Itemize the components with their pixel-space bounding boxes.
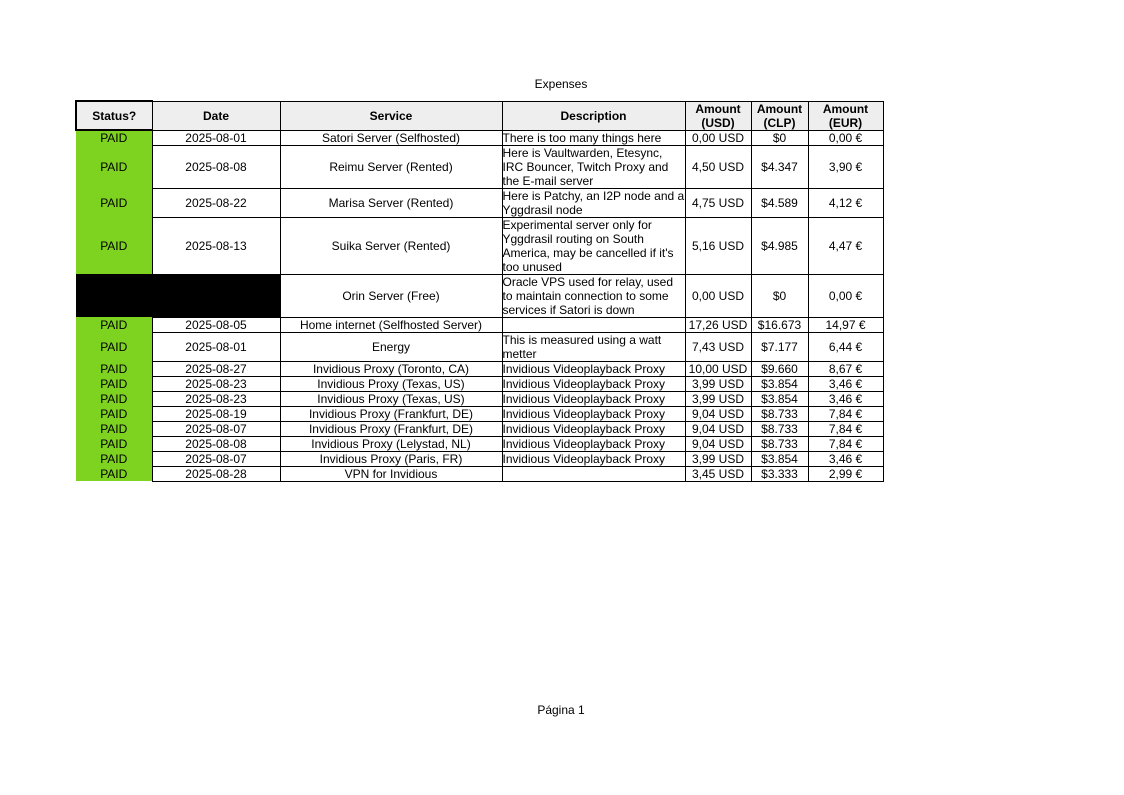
description-cell: This is measured using a watt metter xyxy=(502,332,685,361)
amount-eur-cell: 0,00 € xyxy=(808,130,883,145)
service-cell: Marisa Server (Rented) xyxy=(280,188,502,217)
amount-clp-cell: $16.673 xyxy=(751,317,808,332)
amount-clp-cell: $3.333 xyxy=(751,466,808,481)
service-cell: Invidious Proxy (Lelystad, NL) xyxy=(280,436,502,451)
description-cell: Invidious Videoplayback Proxy xyxy=(502,391,685,406)
status-cell: PAID xyxy=(76,145,152,188)
table-row xyxy=(76,451,883,466)
amount-clp-cell: $0 xyxy=(751,130,808,145)
amount-clp-cell: $4.347 xyxy=(751,145,808,188)
amount-usd-cell: 3,45 USD xyxy=(685,466,751,481)
description-cell: Invidious Videoplayback Proxy xyxy=(502,361,685,376)
service-cell: Home internet (Selfhosted Server) xyxy=(280,317,502,332)
table-row xyxy=(76,466,883,481)
amount-clp-cell: $3.854 xyxy=(751,376,808,391)
amount-eur-cell: 7,84 € xyxy=(808,436,883,451)
service-cell: Satori Server (Selfhosted) xyxy=(280,130,502,145)
table-row xyxy=(76,145,883,188)
description-cell: Oracle VPS used for relay, used to maintain connection to some services if Satori is down xyxy=(502,274,685,317)
status-cell: PAID xyxy=(76,451,152,466)
date-cell: 2025-08-27 xyxy=(152,361,280,376)
date-cell: 2025-08-07 xyxy=(152,421,280,436)
status-cell: PAID xyxy=(76,188,152,217)
description-cell: Invidious Videoplayback Proxy xyxy=(502,421,685,436)
date-cell: 2025-08-01 xyxy=(152,332,280,361)
service-cell: Invidious Proxy (Frankfurt, DE) xyxy=(280,406,502,421)
amount-eur-cell: 3,90 € xyxy=(808,145,883,188)
table-row xyxy=(76,421,883,436)
expenses-table xyxy=(75,100,884,482)
service-cell: Invidious Proxy (Frankfurt, DE) xyxy=(280,421,502,436)
service-cell: Orin Server (Free) xyxy=(280,274,502,317)
description-cell: Experimental server only for Yggdrasil routing on South America, may be cancelled if it's too unused xyxy=(502,217,685,274)
table-row xyxy=(76,130,883,145)
amount-clp-cell: $9.660 xyxy=(751,361,808,376)
description-cell: Here is Patchy, an I2P node and a Yggdrasil node xyxy=(502,188,685,217)
amount-eur-cell: 14,97 € xyxy=(808,317,883,332)
service-cell: VPN for Invidious xyxy=(280,466,502,481)
amount-eur-cell: 2,99 € xyxy=(808,466,883,481)
status-cell: PAID xyxy=(76,391,152,406)
date-cell: 2025-08-08 xyxy=(152,145,280,188)
header-description: Description xyxy=(502,101,685,130)
amount-clp-cell: $4.589 xyxy=(751,188,808,217)
table-row xyxy=(76,317,883,332)
table-row xyxy=(76,406,883,421)
amount-clp-cell: $7.177 xyxy=(751,332,808,361)
header-amount-clp: Amount (CLP) xyxy=(751,101,808,130)
header-amount-eur: Amount (EUR) xyxy=(808,101,883,130)
amount-usd-cell: 4,50 USD xyxy=(685,145,751,188)
amount-eur-cell: 0,00 € xyxy=(808,274,883,317)
amount-usd-cell: 9,04 USD xyxy=(685,436,751,451)
table-row xyxy=(76,217,883,274)
amount-clp-cell: $3.854 xyxy=(751,391,808,406)
table-row xyxy=(76,361,883,376)
table-row xyxy=(76,391,883,406)
description-cell: Invidious Videoplayback Proxy xyxy=(502,436,685,451)
date-cell: 2025-08-23 xyxy=(152,391,280,406)
date-cell xyxy=(152,274,280,317)
header-date: Date xyxy=(152,101,280,130)
date-cell: 2025-08-22 xyxy=(152,188,280,217)
table-row xyxy=(76,274,883,317)
amount-clp-cell: $4.985 xyxy=(751,217,808,274)
table-row xyxy=(76,436,883,451)
amount-usd-cell: 10,00 USD xyxy=(685,361,751,376)
table-row xyxy=(76,376,883,391)
amount-usd-cell: 0,00 USD xyxy=(685,274,751,317)
status-cell: PAID xyxy=(76,406,152,421)
amount-eur-cell: 6,44 € xyxy=(808,332,883,361)
status-cell: PAID xyxy=(76,466,152,481)
amount-clp-cell: $8.733 xyxy=(751,421,808,436)
service-cell: Suika Server (Rented) xyxy=(280,217,502,274)
status-cell: PAID xyxy=(76,376,152,391)
status-cell: PAID xyxy=(76,130,152,145)
service-cell: Invidious Proxy (Toronto, CA) xyxy=(280,361,502,376)
status-cell: PAID xyxy=(76,421,152,436)
header-row xyxy=(76,101,883,130)
service-cell: Invidious Proxy (Texas, US) xyxy=(280,391,502,406)
amount-eur-cell: 4,47 € xyxy=(808,217,883,274)
status-cell xyxy=(76,274,152,317)
service-cell: Reimu Server (Rented) xyxy=(280,145,502,188)
amount-usd-cell: 3,99 USD xyxy=(685,391,751,406)
date-cell: 2025-08-19 xyxy=(152,406,280,421)
amount-usd-cell: 4,75 USD xyxy=(685,188,751,217)
header-status: Status? xyxy=(76,101,152,130)
amount-usd-cell: 0,00 USD xyxy=(685,130,751,145)
description-cell: Invidious Videoplayback Proxy xyxy=(502,451,685,466)
amount-eur-cell: 7,84 € xyxy=(808,421,883,436)
status-cell: PAID xyxy=(76,317,152,332)
service-cell: Invidious Proxy (Paris, FR) xyxy=(280,451,502,466)
description-cell xyxy=(502,466,685,481)
description-cell xyxy=(502,317,685,332)
status-cell: PAID xyxy=(76,361,152,376)
amount-clp-cell: $0 xyxy=(751,274,808,317)
amount-usd-cell: 9,04 USD xyxy=(685,421,751,436)
description-cell: Here is Vaultwarden, Etesync, IRC Bouncer, Twitch Proxy and the E-mail server xyxy=(502,145,685,188)
status-cell: PAID xyxy=(76,332,152,361)
date-cell: 2025-08-07 xyxy=(152,451,280,466)
amount-usd-cell: 17,26 USD xyxy=(685,317,751,332)
page-footer: Página 1 xyxy=(537,703,585,717)
amount-eur-cell: 4,12 € xyxy=(808,188,883,217)
amount-usd-cell: 3,99 USD xyxy=(685,451,751,466)
amount-eur-cell: 8,67 € xyxy=(808,361,883,376)
amount-eur-cell: 3,46 € xyxy=(808,391,883,406)
date-cell: 2025-08-28 xyxy=(152,466,280,481)
header-amount-usd: Amount (USD) xyxy=(685,101,751,130)
date-cell: 2025-08-01 xyxy=(152,130,280,145)
header-service: Service xyxy=(280,101,502,130)
page-title: Expenses xyxy=(534,77,588,91)
description-cell: Invidious Videoplayback Proxy xyxy=(502,376,685,391)
amount-usd-cell: 5,16 USD xyxy=(685,217,751,274)
date-cell: 2025-08-05 xyxy=(152,317,280,332)
amount-usd-cell: 3,99 USD xyxy=(685,376,751,391)
amount-eur-cell: 7,84 € xyxy=(808,406,883,421)
service-cell: Energy xyxy=(280,332,502,361)
date-cell: 2025-08-23 xyxy=(152,376,280,391)
status-cell: PAID xyxy=(76,436,152,451)
amount-usd-cell: 9,04 USD xyxy=(685,406,751,421)
table-row xyxy=(76,188,883,217)
amount-clp-cell: $3.854 xyxy=(751,451,808,466)
description-cell: There is too many things here xyxy=(502,130,685,145)
amount-clp-cell: $8.733 xyxy=(751,406,808,421)
amount-eur-cell: 3,46 € xyxy=(808,376,883,391)
service-cell: Invidious Proxy (Texas, US) xyxy=(280,376,502,391)
amount-eur-cell: 3,46 € xyxy=(808,451,883,466)
date-cell: 2025-08-13 xyxy=(152,217,280,274)
description-cell: Invidious Videoplayback Proxy xyxy=(502,406,685,421)
amount-clp-cell: $8.733 xyxy=(751,436,808,451)
status-cell: PAID xyxy=(76,217,152,274)
date-cell: 2025-08-08 xyxy=(152,436,280,451)
amount-usd-cell: 7,43 USD xyxy=(685,332,751,361)
table-row xyxy=(76,332,883,361)
